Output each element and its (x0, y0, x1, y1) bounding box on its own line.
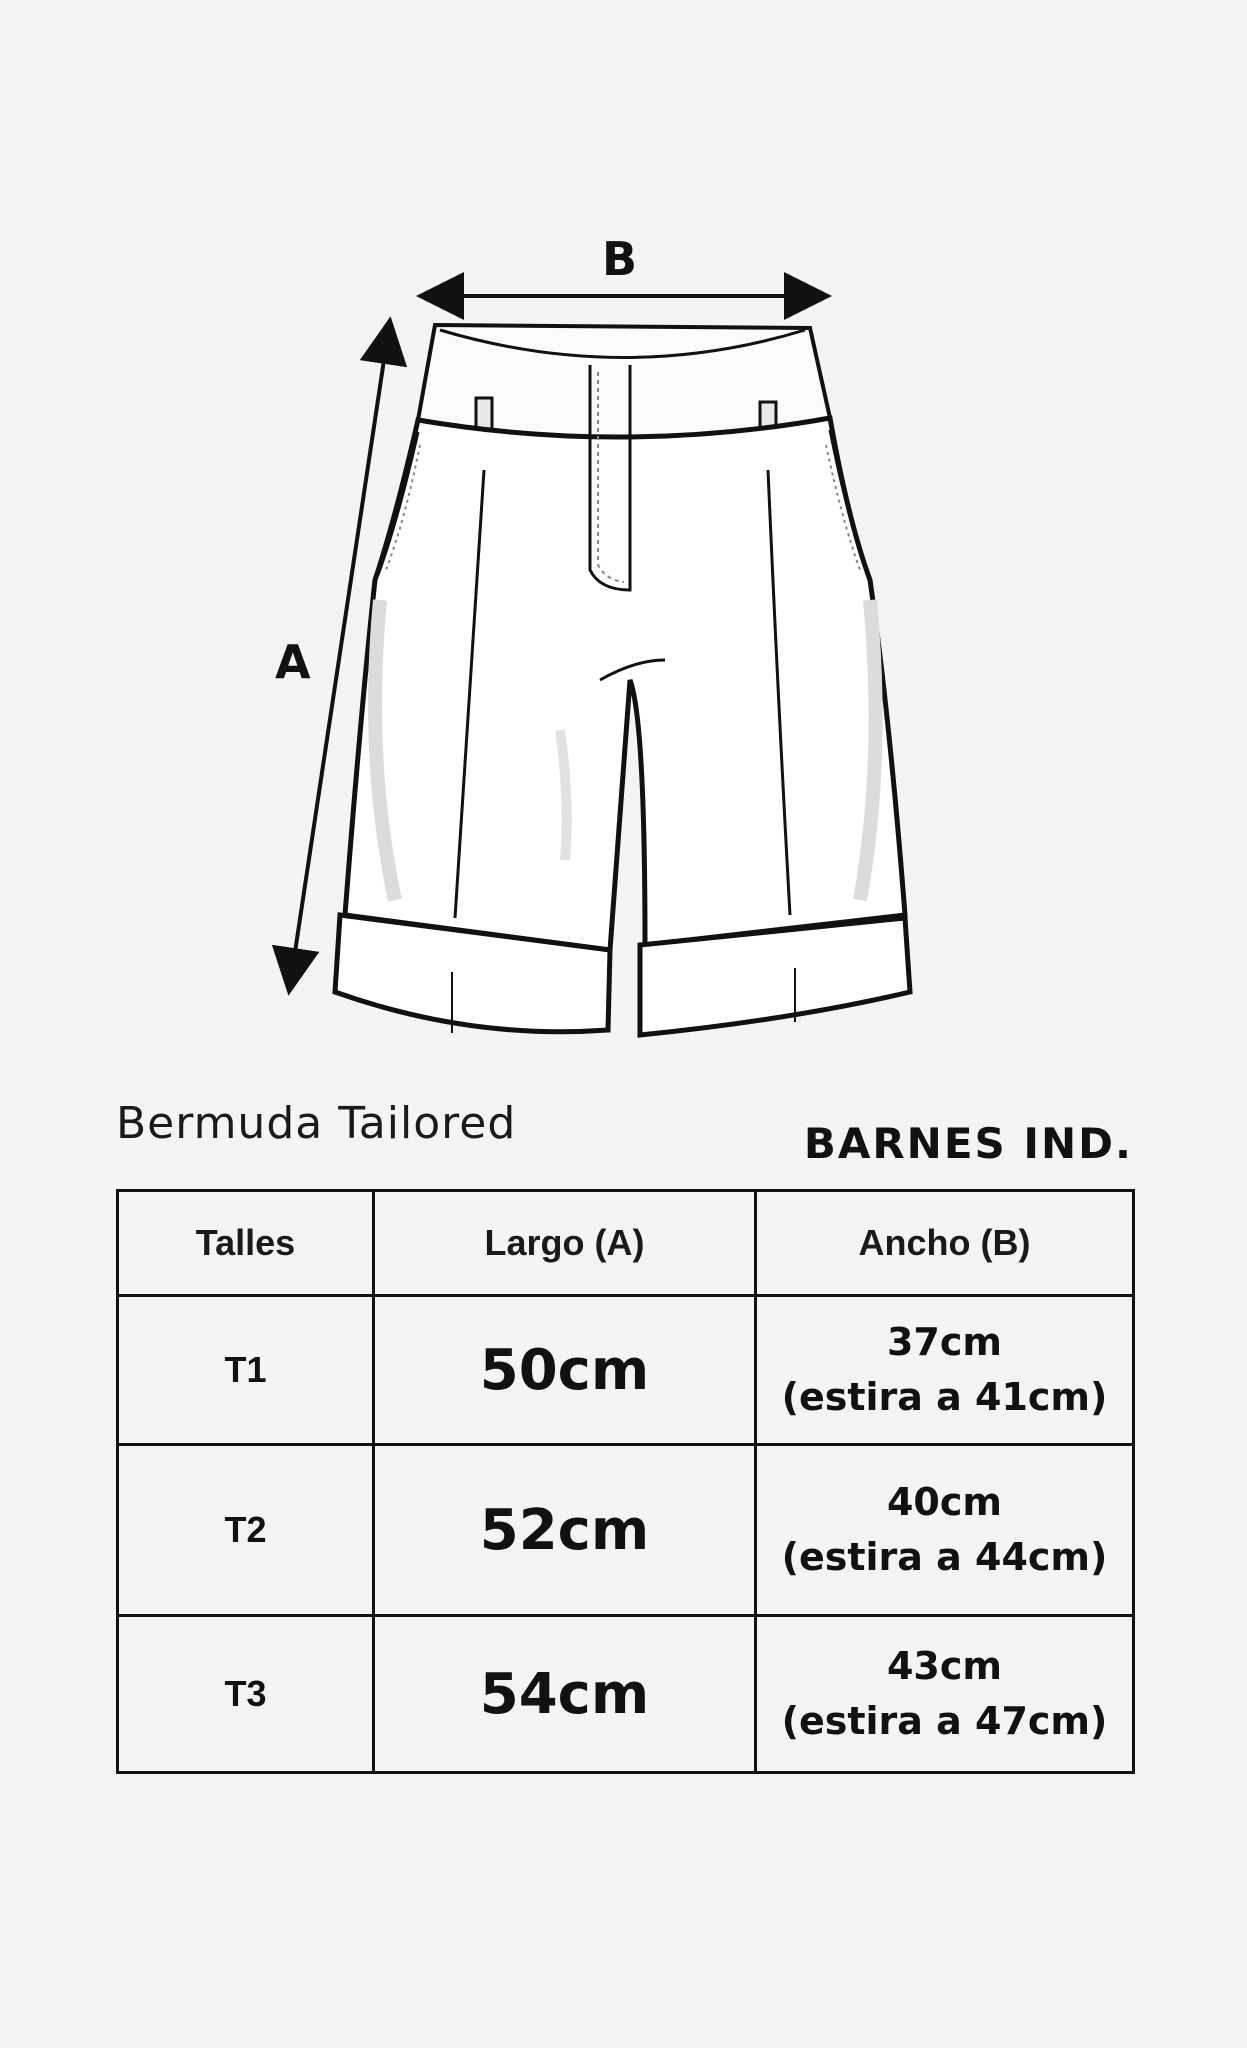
size-cell: T1 (118, 1296, 374, 1445)
width-cell (756, 1296, 1134, 1445)
brand-name: BARNES IND. (803, 1119, 1133, 1168)
header-width: Ancho (B) (756, 1191, 1134, 1296)
length-cell: 54cm (374, 1616, 756, 1773)
product-title: Bermuda Tailored (116, 1098, 517, 1149)
width-value: 37cm (886, 1319, 1002, 1364)
width-cell (756, 1616, 1134, 1773)
length-cell: 52cm (374, 1445, 756, 1616)
header-sizes: Talles (118, 1191, 374, 1296)
length-cell: 50cm (374, 1296, 756, 1445)
width-value: 43cm (886, 1643, 1002, 1688)
width-label: B (602, 232, 638, 286)
table-row (118, 1616, 1134, 1773)
size-cell: T2 (118, 1445, 374, 1616)
table-row (118, 1296, 1134, 1445)
width-stretch-value: (estira a 44cm) (781, 1535, 1108, 1579)
width-value: 40cm (886, 1479, 1002, 1524)
size-cell: T3 (118, 1616, 374, 1773)
width-stretch-value: (estira a 41cm) (781, 1375, 1108, 1419)
width-stretch-value: (estira a 47cm) (781, 1699, 1108, 1743)
length-label: A (275, 635, 311, 689)
table-header-row (118, 1191, 1134, 1296)
header-length: Largo (A) (374, 1191, 756, 1296)
table-row (118, 1445, 1134, 1616)
width-cell (756, 1445, 1134, 1616)
size-chart-table (116, 1189, 1135, 1774)
